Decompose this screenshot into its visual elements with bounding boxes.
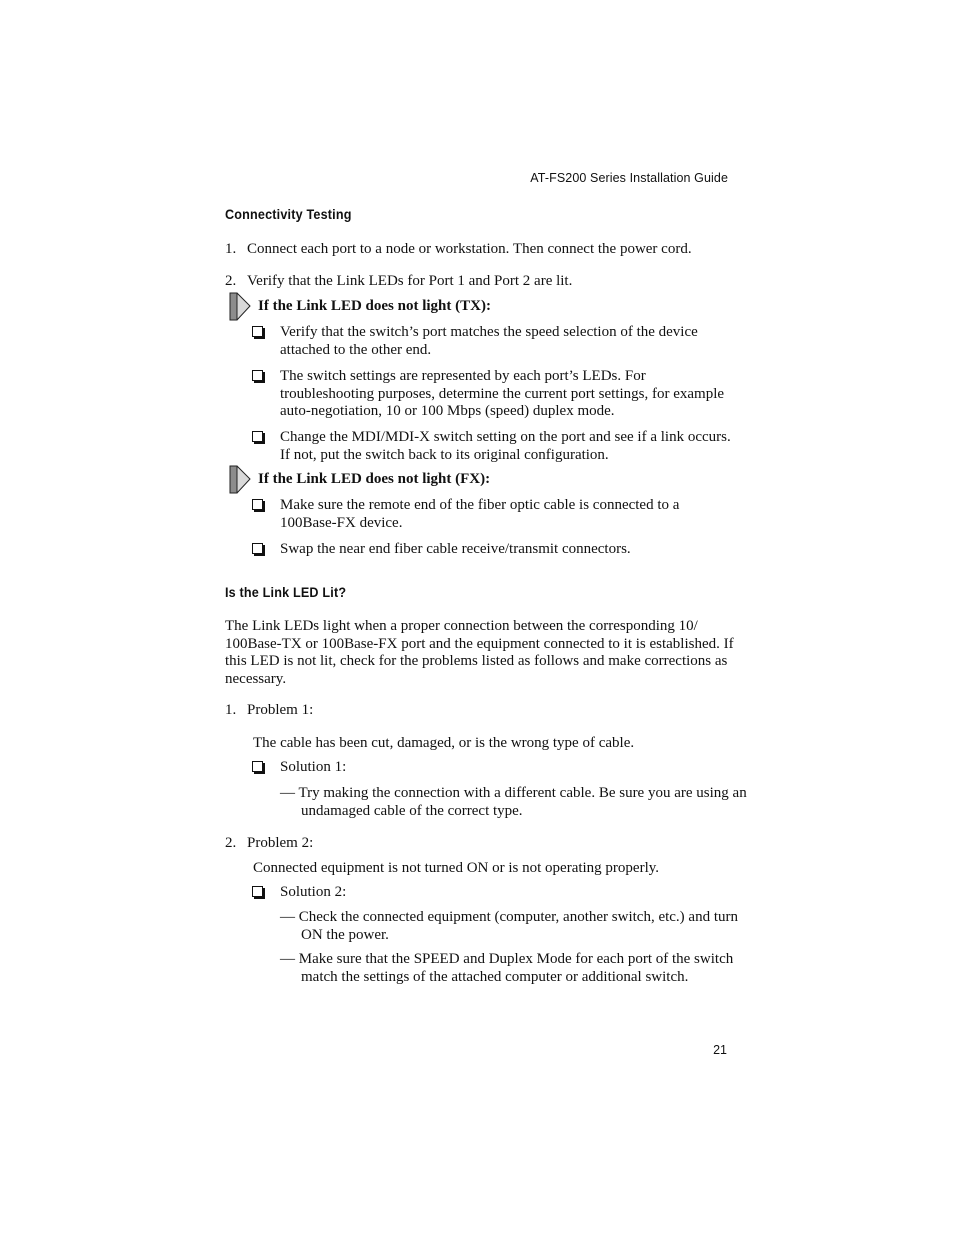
solution-label: Solution 2: [280, 884, 347, 900]
checkbox-bullet-icon [252, 885, 263, 903]
note-arrow-icon [229, 465, 251, 495]
problem-number: 2. [225, 835, 237, 851]
checkbox-bullet-icon [252, 369, 263, 387]
step-number: 2. [225, 273, 237, 289]
page-number: 21 [713, 1043, 727, 1057]
solution-text: — Make sure that the SPEED and Duplex Mode for each port of the switch match the settings of the attached computer or additional switch. [280, 951, 734, 985]
step-text: Verify that the Link LEDs for Port 1 and Port 2 are lit. [247, 273, 573, 289]
list-item-text: The switch settings are represented by each port’s LEDs. For troubleshooting purposes, determine the current port settings, for example auto-negotiation, 10 or 100 Mbps (speed) duplex mode. [280, 368, 725, 419]
checkbox-bullet-icon [252, 498, 263, 516]
solution-text: — Try making the connection with a different cable. Be sure you are using an undamaged cable of the correct type. [280, 785, 747, 819]
problem-label: Problem 2: [247, 835, 314, 851]
checkbox-bullet-icon [252, 760, 263, 778]
list-item-text: Verify that the switch’s port matches the speed selection of the device attached to the other end. [280, 324, 698, 358]
solution-label: Solution 1: [280, 759, 347, 775]
list-item-text: Make sure the remote end of the fiber optic cable is connected to a 100Base-FX device. [280, 497, 680, 531]
solution-text: — Check the connected equipment (computer, another switch, etc.) and turn ON the power. [280, 909, 738, 943]
checkbox-bullet-icon [252, 542, 263, 560]
note-title-tx: If the Link LED does not light (TX): [258, 298, 491, 314]
checkbox-bullet-icon [252, 430, 263, 448]
checkbox-bullet-icon [252, 325, 263, 343]
list-item-text: Swap the near end fiber cable receive/transmit connectors. [280, 541, 631, 557]
intro-paragraph: The Link LEDs light when a proper connection between the corresponding 10/ 100Base-TX or 100Base-FX port and the equipment connected to it is established. If this LED is not lit, check for the problems listed as follows and make corrections as necessary. [225, 618, 734, 687]
problem-description: Connected equipment is not turned ON or is not operating properly. [253, 860, 660, 876]
list-item-text: Change the MDI/MDI-X switch setting on the port and see if a link occurs. If not, put the switch back to its original configuration. [280, 429, 731, 463]
section-heading-link-led: Is the Link LED Lit? [225, 584, 347, 600]
note-title-fx: If the Link LED does not light (FX): [258, 471, 491, 487]
step-number: 1. [225, 241, 237, 257]
section-heading-connectivity-testing: Connectivity Testing [225, 206, 352, 222]
note-arrow-icon [229, 292, 251, 322]
problem-label: Problem 1: [247, 702, 314, 718]
problem-description: The cable has been cut, damaged, or is the wrong type of cable. [253, 735, 635, 751]
problem-number: 1. [225, 702, 237, 718]
running-header: AT-FS200 Series Installation Guide [530, 171, 728, 185]
step-text: Connect each port to a node or workstation. Then connect the power cord. [247, 241, 692, 257]
